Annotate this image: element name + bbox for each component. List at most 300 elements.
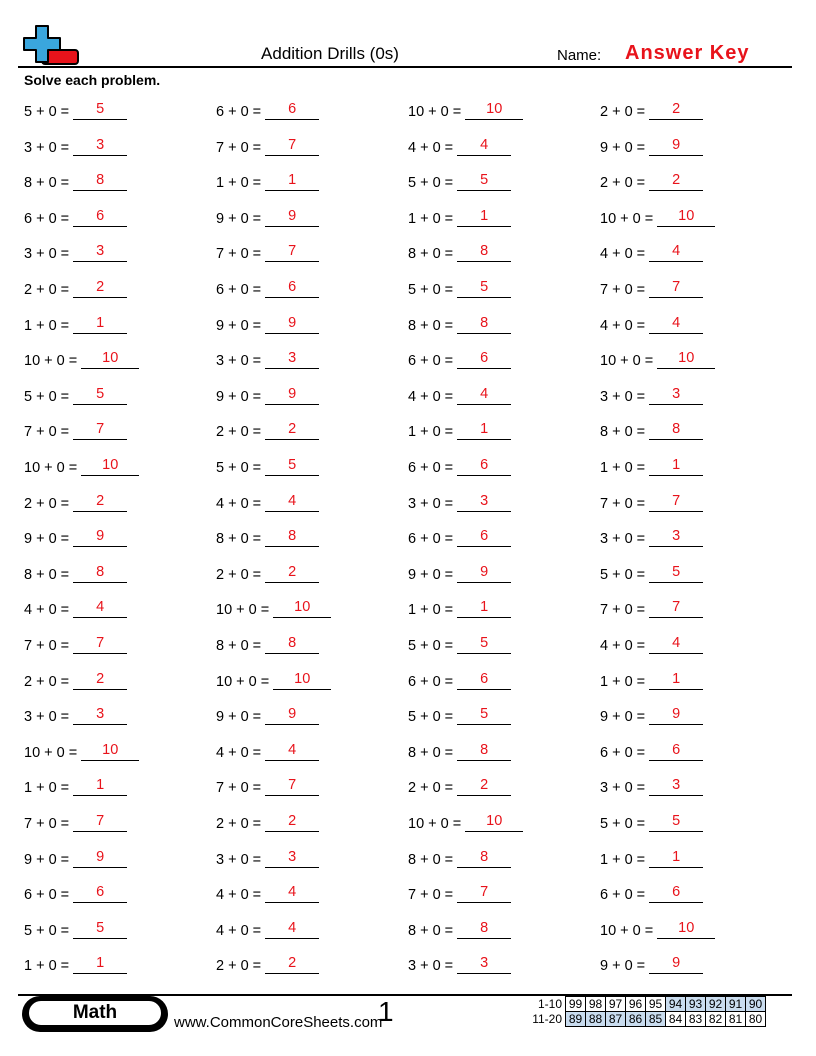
answer-blank[interactable]: 8 (265, 634, 319, 654)
answer-blank[interactable]: 10 (465, 100, 523, 120)
answer-blank[interactable]: 7 (73, 634, 127, 654)
answer-blank[interactable]: 6 (649, 883, 703, 903)
problem-equation: 7 + 0 = (216, 139, 262, 156)
answer-blank[interactable]: 9 (73, 527, 127, 547)
answer-blank[interactable]: 4 (649, 242, 703, 262)
page-number: 1 (378, 996, 394, 1027)
problem-equation: 6 + 0 = (216, 282, 262, 298)
answer-blank[interactable]: 4 (457, 136, 511, 156)
problem-equation: 2 + 0 = (600, 175, 646, 192)
problem-equation: 7 + 0 = (600, 495, 646, 512)
answer-blank[interactable]: 8 (649, 420, 703, 440)
answer-blank[interactable]: 10 (657, 207, 715, 227)
problem-equation: 3 + 0 = (600, 780, 646, 797)
problem-equation: 9 + 0 = (216, 709, 262, 726)
score-cell: 83 (686, 1012, 706, 1027)
answer-blank[interactable]: 8 (457, 242, 511, 262)
problem-row (600, 812, 703, 832)
problem-equation: 4 + 0 = (216, 887, 262, 904)
problem-equation: 9 + 0 = (216, 317, 262, 334)
problem-row (24, 527, 127, 547)
score-cell: 86 (626, 1012, 646, 1027)
answer-blank[interactable]: 10 (81, 456, 139, 476)
problem-row (24, 385, 127, 405)
problem-equation: 6 + 0 = (600, 887, 646, 904)
score-cell: 99 (566, 997, 586, 1012)
problem-row (600, 883, 703, 903)
answer-blank[interactable]: 6 (457, 456, 511, 476)
answer-blank[interactable]: 5 (649, 563, 703, 583)
answer-blank[interactable]: 9 (265, 314, 319, 334)
problem-equation: 4 + 0 = (408, 388, 454, 405)
problem-equation: 10 + 0 = (408, 104, 462, 120)
problem-row (24, 349, 139, 369)
problem-row (600, 136, 703, 156)
answer-blank[interactable]: 10 (273, 598, 331, 618)
answer-blank[interactable]: 7 (73, 420, 127, 440)
problem-equation: 5 + 0 = (24, 104, 70, 120)
problem-equation: 10 + 0 = (216, 673, 270, 690)
answer-blank[interactable]: 2 (649, 171, 703, 191)
problem-row (408, 420, 511, 440)
problem-equation: 4 + 0 = (216, 495, 262, 512)
problem-row (408, 207, 511, 227)
problem-row (600, 349, 715, 369)
problem-row (216, 670, 331, 690)
problem-row (216, 456, 319, 476)
score-cell: 89 (566, 1012, 586, 1027)
problem-equation: 4 + 0 = (600, 638, 646, 654)
problem-row (600, 420, 703, 440)
answer-blank[interactable]: 4 (457, 385, 511, 405)
problem-row (216, 848, 319, 868)
score-cell: 87 (606, 1012, 626, 1027)
answer-blank[interactable]: 3 (73, 242, 127, 262)
problem-row (24, 954, 127, 974)
answer-blank[interactable]: 4 (73, 598, 127, 618)
problem-equation: 2 + 0 = (216, 958, 262, 975)
problem-row (408, 776, 511, 796)
problem-equation: 8 + 0 = (408, 246, 454, 263)
problem-equation: 3 + 0 = (408, 958, 454, 975)
problem-row (216, 100, 319, 120)
answer-blank[interactable]: 4 (649, 314, 703, 334)
answer-blank[interactable]: 9 (265, 705, 319, 725)
answer-blank[interactable]: 6 (457, 349, 511, 369)
problem-row (24, 812, 127, 832)
problem-row (216, 420, 319, 440)
answer-blank[interactable]: 6 (265, 100, 319, 120)
answer-blank[interactable]: 6 (265, 278, 319, 298)
answer-blank[interactable]: 5 (73, 385, 127, 405)
score-row (524, 1012, 766, 1027)
problem-equation: 10 + 0 = (216, 602, 270, 619)
problem-row (216, 527, 319, 547)
problem-row (408, 349, 511, 369)
problem-equation: 10 + 0 = (24, 353, 78, 370)
header-divider (18, 66, 792, 68)
problem-equation: 4 + 0 = (600, 317, 646, 334)
answer-blank[interactable]: 3 (73, 136, 127, 156)
answer-blank[interactable]: 7 (265, 136, 319, 156)
answer-blank[interactable]: 10 (657, 919, 715, 939)
problem-row (408, 919, 511, 939)
problem-row (408, 242, 511, 262)
problem-row (216, 207, 319, 227)
problem-equation: 2 + 0 = (408, 780, 454, 797)
subject-badge: Math (26, 998, 164, 1028)
answer-blank[interactable]: 3 (457, 954, 511, 974)
problem-row (24, 634, 127, 654)
answer-blank[interactable]: 3 (265, 848, 319, 868)
problem-row (408, 100, 523, 120)
answer-blank[interactable]: 8 (457, 848, 511, 868)
answer-key-label: Answer Key (625, 42, 750, 64)
problem-equation: 5 + 0 = (24, 922, 70, 939)
problem-row (408, 634, 511, 654)
problem-equation: 1 + 0 = (600, 851, 646, 868)
answer-blank[interactable]: 7 (457, 883, 511, 903)
problem-row (408, 741, 511, 761)
answer-blank[interactable]: 10 (465, 812, 523, 832)
problem-row (600, 527, 703, 547)
answer-blank[interactable]: 9 (265, 207, 319, 227)
problem-row (216, 492, 319, 512)
problem-row (216, 705, 319, 725)
answer-blank[interactable]: 2 (265, 420, 319, 440)
answer-blank[interactable]: 1 (73, 954, 127, 974)
score-cell: 96 (626, 997, 646, 1012)
answer-blank[interactable]: 2 (649, 100, 703, 120)
problem-equation: 7 + 0 = (216, 780, 262, 797)
problem-equation: 5 + 0 = (408, 175, 454, 192)
problem-row (408, 456, 511, 476)
problem-equation: 7 + 0 = (600, 282, 646, 298)
problem-row (408, 954, 511, 974)
problem-equation: 10 + 0 = (600, 210, 654, 227)
answer-blank[interactable]: 2 (457, 776, 511, 796)
score-cell: 82 (706, 1012, 726, 1027)
problem-row (24, 100, 127, 120)
problem-equation: 2 + 0 = (600, 104, 646, 120)
answer-blank[interactable]: 8 (265, 527, 319, 547)
problem-equation: 5 + 0 = (600, 816, 646, 832)
problem-equation: 10 + 0 = (600, 353, 654, 370)
problem-equation: 4 + 0 = (216, 922, 262, 939)
problem-row (408, 848, 511, 868)
score-cell: 85 (646, 1012, 666, 1027)
problem-row (24, 776, 127, 796)
answer-blank[interactable]: 7 (73, 812, 127, 832)
problem-row (408, 598, 511, 618)
problem-equation: 9 + 0 = (408, 566, 454, 583)
problem-row (600, 848, 703, 868)
answer-blank[interactable]: 2 (265, 954, 319, 974)
score-cell: 90 (746, 997, 766, 1012)
problem-equation: 1 + 0 = (24, 317, 70, 334)
problem-row (24, 741, 139, 761)
answer-blank[interactable]: 1 (649, 848, 703, 868)
problem-equation: 9 + 0 = (216, 210, 262, 227)
problem-equation: 1 + 0 = (408, 602, 454, 619)
problem-equation: 1 + 0 = (24, 780, 70, 797)
problem-row (408, 705, 511, 725)
score-cell: 84 (666, 1012, 686, 1027)
problem-equation: 5 + 0 = (408, 709, 454, 726)
problem-row (216, 385, 319, 405)
answer-blank[interactable]: 3 (649, 385, 703, 405)
answer-blank[interactable]: 10 (657, 349, 715, 369)
answer-blank[interactable]: 7 (649, 598, 703, 618)
score-row (524, 997, 766, 1012)
problem-equation: 3 + 0 = (600, 388, 646, 405)
answer-blank[interactable]: 6 (73, 207, 127, 227)
answer-blank[interactable]: 9 (265, 385, 319, 405)
answer-blank[interactable]: 1 (73, 776, 127, 796)
score-row-label: 11-20 (532, 1012, 562, 1026)
answer-blank[interactable]: 7 (265, 776, 319, 796)
problem-row (408, 385, 511, 405)
problem-equation: 1 + 0 = (24, 958, 70, 975)
answer-blank[interactable]: 5 (457, 171, 511, 191)
problem-row (408, 314, 511, 334)
answer-blank[interactable]: 10 (273, 670, 331, 690)
score-cell: 88 (586, 1012, 606, 1027)
answer-blank[interactable]: 1 (649, 670, 703, 690)
problem-equation: 3 + 0 = (24, 139, 70, 156)
answer-blank[interactable]: 4 (265, 883, 319, 903)
problem-equation: 2 + 0 = (216, 816, 262, 832)
problem-row (408, 492, 511, 512)
problem-equation: 9 + 0 = (600, 139, 646, 156)
problem-equation: 5 + 0 = (600, 566, 646, 583)
problem-row (408, 563, 511, 583)
problem-row (600, 741, 703, 761)
problem-row (600, 598, 703, 618)
problem-row (24, 207, 127, 227)
answer-blank[interactable]: 3 (265, 349, 319, 369)
name-label: Name: (557, 47, 602, 64)
problem-row (600, 207, 715, 227)
problem-equation: 8 + 0 = (408, 922, 454, 939)
score-cell: 94 (666, 997, 686, 1012)
problem-equation: 8 + 0 = (408, 851, 454, 868)
problem-equation: 7 + 0 = (408, 887, 454, 904)
problem-equation: 8 + 0 = (216, 638, 262, 654)
answer-blank[interactable]: 3 (649, 527, 703, 547)
problem-equation: 1 + 0 = (216, 175, 262, 192)
problem-row (216, 741, 319, 761)
problem-row (600, 385, 703, 405)
answer-blank[interactable]: 6 (457, 670, 511, 690)
answer-blank[interactable]: 4 (265, 919, 319, 939)
problem-row (408, 527, 511, 547)
answer-blank[interactable]: 3 (457, 492, 511, 512)
answer-blank[interactable]: 2 (73, 492, 127, 512)
answer-blank[interactable]: 2 (73, 278, 127, 298)
answer-blank[interactable]: 4 (265, 492, 319, 512)
answer-blank[interactable]: 9 (457, 563, 511, 583)
answer-blank[interactable]: 5 (457, 278, 511, 298)
worksheet-title: Addition Drills (0s) (261, 44, 399, 63)
problem-equation: 6 + 0 = (408, 673, 454, 690)
problem-row (216, 278, 319, 298)
problem-equation: 7 + 0 = (24, 424, 70, 441)
score-cell: 91 (726, 997, 746, 1012)
problem-equation: 2 + 0 = (24, 673, 70, 690)
problem-row (24, 492, 127, 512)
problem-equation: 1 + 0 = (408, 424, 454, 441)
problem-row (24, 420, 127, 440)
answer-blank[interactable]: 5 (265, 456, 319, 476)
answer-blank[interactable]: 2 (265, 563, 319, 583)
problem-row (600, 563, 703, 583)
problem-row (24, 242, 127, 262)
answer-blank[interactable]: 4 (649, 634, 703, 654)
problem-equation: 3 + 0 = (24, 246, 70, 263)
site-url: www.CommonCoreSheets.com (174, 1014, 383, 1031)
problem-row (216, 812, 319, 832)
problem-row (600, 634, 703, 654)
problem-row (24, 848, 127, 868)
answer-blank[interactable]: 10 (81, 741, 139, 761)
instructions: Solve each problem. (24, 72, 161, 88)
answer-blank[interactable]: 6 (649, 741, 703, 761)
answer-blank[interactable]: 5 (457, 634, 511, 654)
answer-blank[interactable]: 8 (73, 171, 127, 191)
plus-minus-logo-icon (22, 22, 80, 68)
answer-blank[interactable]: 1 (457, 598, 511, 618)
score-cell: 95 (646, 997, 666, 1012)
score-cell: 98 (586, 997, 606, 1012)
answer-blank[interactable]: 7 (649, 278, 703, 298)
score-cell: 93 (686, 997, 706, 1012)
problem-equation: 5 + 0 = (408, 638, 454, 654)
problem-equation: 6 + 0 = (24, 210, 70, 227)
problem-equation: 2 + 0 = (24, 495, 70, 512)
problem-row (216, 242, 319, 262)
problem-row (216, 136, 319, 156)
answer-blank[interactable]: 9 (649, 954, 703, 974)
answer-blank[interactable]: 4 (265, 741, 319, 761)
answer-blank[interactable]: 5 (73, 100, 127, 120)
problem-row (24, 670, 127, 690)
problem-row (24, 883, 127, 903)
problem-equation: 9 + 0 = (216, 388, 262, 405)
score-cell: 81 (726, 1012, 746, 1027)
problem-equation: 7 + 0 = (24, 816, 70, 832)
problem-row (600, 954, 703, 974)
problem-row (600, 919, 715, 939)
problem-equation: 8 + 0 = (408, 317, 454, 334)
problem-row (408, 812, 523, 832)
problem-equation: 3 + 0 = (216, 353, 262, 370)
problem-equation: 4 + 0 = (600, 246, 646, 263)
problem-equation: 9 + 0 = (600, 709, 646, 726)
score-cell: 80 (746, 1012, 766, 1027)
answer-blank[interactable]: 1 (73, 314, 127, 334)
problem-row (24, 563, 127, 583)
problem-equation: 9 + 0 = (600, 958, 646, 975)
problem-row (24, 171, 127, 191)
answer-blank[interactable]: 8 (457, 314, 511, 334)
problem-row (216, 954, 319, 974)
problem-equation: 5 + 0 = (24, 388, 70, 405)
answer-blank[interactable]: 10 (81, 349, 139, 369)
problem-equation: 10 + 0 = (600, 922, 654, 939)
answer-blank[interactable]: 9 (73, 848, 127, 868)
answer-blank[interactable]: 5 (73, 919, 127, 939)
answer-blank[interactable]: 2 (73, 670, 127, 690)
answer-blank[interactable]: 6 (73, 883, 127, 903)
problem-row (600, 171, 703, 191)
answer-blank[interactable]: 5 (649, 812, 703, 832)
answer-blank[interactable]: 9 (649, 705, 703, 725)
problem-equation: 3 + 0 = (408, 495, 454, 512)
problem-equation: 5 + 0 = (216, 460, 262, 476)
answer-blank[interactable]: 8 (457, 919, 511, 939)
answer-blank[interactable]: 9 (649, 136, 703, 156)
problem-equation: 8 + 0 = (600, 424, 646, 441)
answer-blank[interactable]: 1 (265, 171, 319, 191)
score-cell: 92 (706, 997, 726, 1012)
answer-blank[interactable]: 7 (649, 492, 703, 512)
answer-blank[interactable]: 3 (649, 776, 703, 796)
problem-row (24, 598, 127, 618)
problem-row (408, 171, 511, 191)
problem-equation: 6 + 0 = (216, 104, 262, 120)
answer-blank[interactable]: 1 (457, 420, 511, 440)
problem-row (600, 705, 703, 725)
answer-blank[interactable]: 2 (265, 812, 319, 832)
problem-equation: 6 + 0 = (408, 531, 454, 548)
problem-row (600, 776, 703, 796)
problem-row (24, 278, 127, 298)
answer-blank[interactable]: 7 (265, 242, 319, 262)
problem-equation: 10 + 0 = (24, 744, 78, 761)
problem-equation: 8 + 0 = (408, 744, 454, 761)
answer-blank[interactable]: 8 (457, 741, 511, 761)
problem-equation: 1 + 0 = (600, 673, 646, 690)
answer-blank[interactable]: 5 (457, 705, 511, 725)
problem-equation: 9 + 0 = (24, 531, 70, 548)
answer-blank[interactable]: 1 (649, 456, 703, 476)
problem-row (216, 314, 319, 334)
problem-equation: 5 + 0 = (408, 282, 454, 298)
problem-row (24, 314, 127, 334)
problem-equation: 3 + 0 = (216, 851, 262, 868)
problem-equation: 8 + 0 = (24, 566, 70, 583)
problem-row (408, 883, 511, 903)
answer-blank[interactable]: 6 (457, 527, 511, 547)
answer-blank[interactable]: 3 (73, 705, 127, 725)
problem-equation: 6 + 0 = (600, 744, 646, 761)
problem-row (216, 919, 319, 939)
problem-row (216, 563, 319, 583)
problem-equation: 1 + 0 = (408, 210, 454, 227)
problem-equation: 6 + 0 = (408, 353, 454, 370)
score-cell: 97 (606, 997, 626, 1012)
answer-blank[interactable]: 8 (73, 563, 127, 583)
problem-equation: 3 + 0 = (24, 709, 70, 726)
problem-equation: 4 + 0 = (24, 602, 70, 619)
problem-row (600, 278, 703, 298)
problem-row (24, 705, 127, 725)
score-table (524, 996, 766, 1027)
problem-equation: 2 + 0 = (216, 566, 262, 583)
answer-blank[interactable]: 1 (457, 207, 511, 227)
problem-row (216, 883, 319, 903)
